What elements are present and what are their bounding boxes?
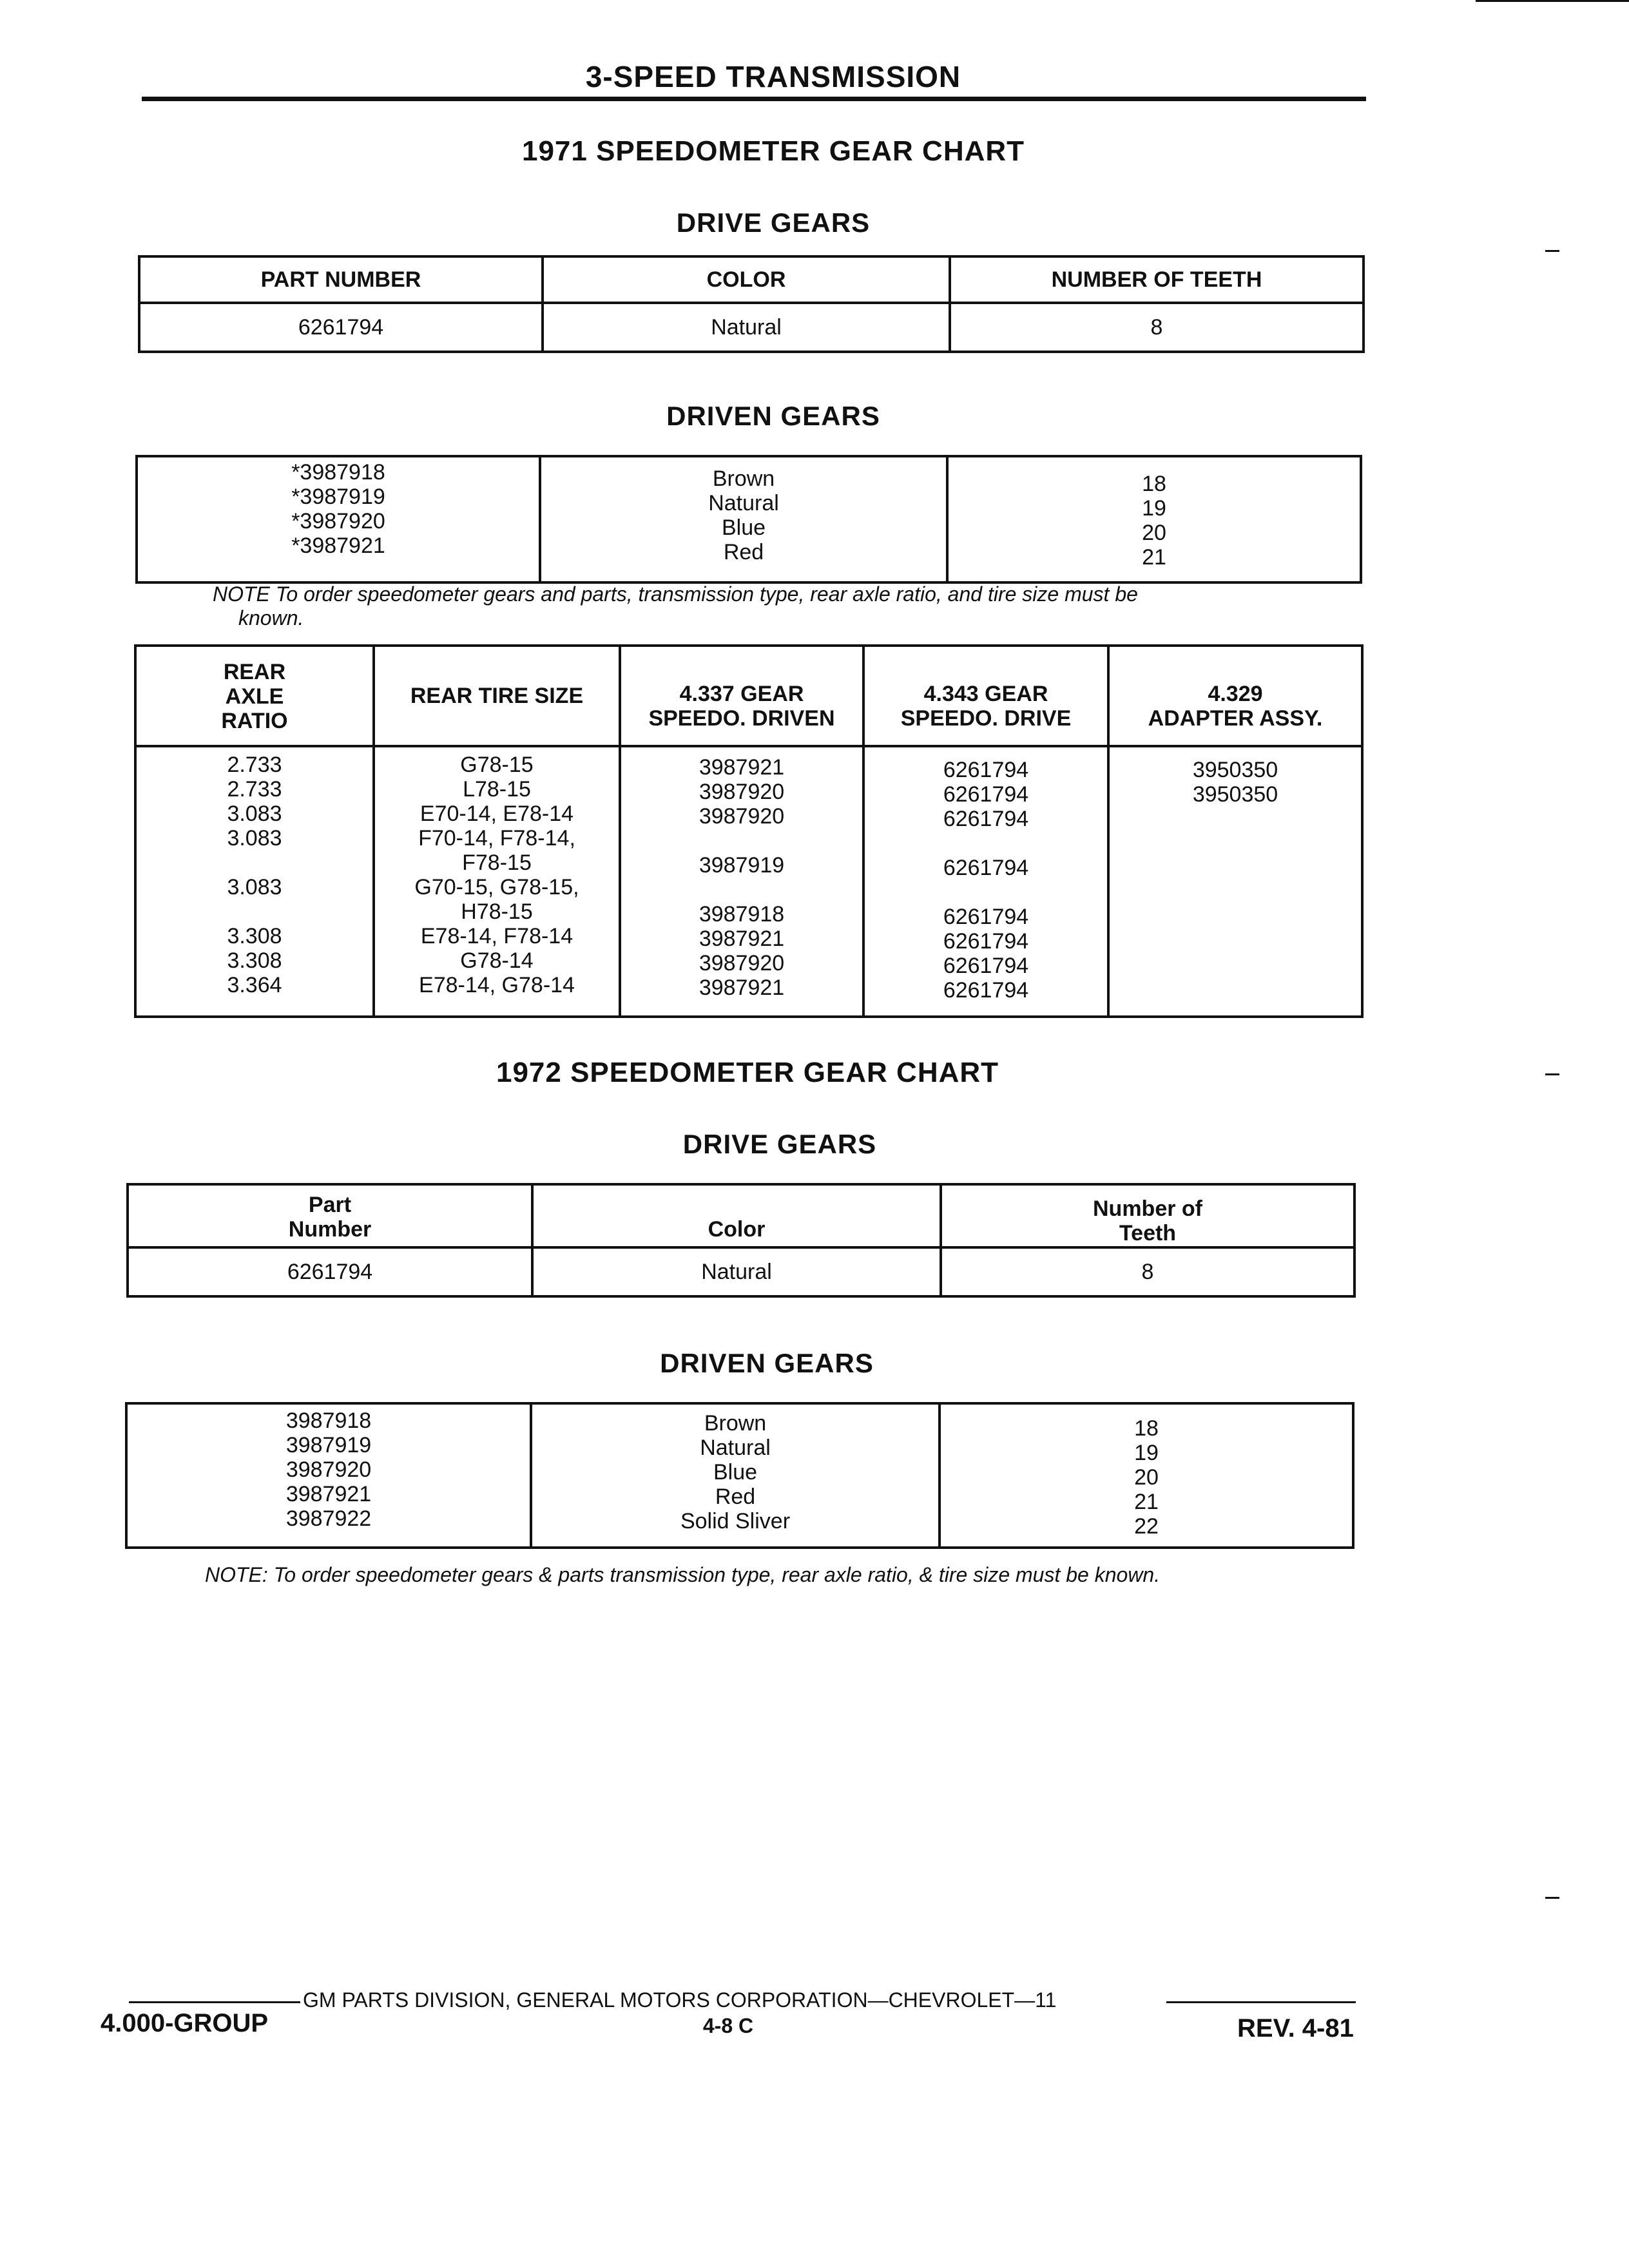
list-item: 18 [1142,472,1166,496]
table-cell: E78-14, G78-14 [419,973,575,997]
table-cell: F78-15 [462,850,532,875]
table-cell: E78-14, F78-14 [420,924,574,948]
list-item: 3987919 [285,1433,372,1457]
footer-page-number: 4-8 C [702,2014,754,2037]
footer-division: GM PARTS DIVISION, GENERAL MOTORS CORPORATION—CHEVROLET—11 [303,1988,1057,2012]
table-cell: 3.308 [227,924,282,948]
table-cell: E70-14, E78-14 [419,802,574,826]
table-cell: 3987920 [699,804,785,829]
list-item: Brown [704,1411,767,1436]
list-item: Natural [700,1436,771,1460]
header-adapter-assy: 4.329 ADAPTER ASSY. [1148,682,1323,731]
table-cell [1110,880,1361,905]
driven-part-list [138,460,539,558]
margin-mark [1545,250,1559,252]
header-number-of-teeth: Number of Teeth [1093,1196,1202,1245]
list-item: 20 [1134,1465,1159,1490]
header-speedo-drive: 4.343 GEAR SPEEDO. DRIVE [900,682,1072,731]
table-cell: G78-14 [460,948,534,973]
table-cell [137,850,372,875]
drive-part-number: 6261794 [139,303,543,352]
chart-1972-title: 1972 SPEEDOMETER GEAR CHART [496,1057,999,1088]
table-cell: 3.083 [227,826,282,850]
table-cell: 3987921 [699,975,785,1000]
table-cell [137,899,372,924]
chart-1971-drive-title: DRIVE GEARS [676,207,871,238]
chart-1971-driven-table [135,455,1362,584]
footer-revision: REV. 4-81 [1237,2014,1354,2042]
header-rear-axle-ratio: REAR AXLE RATIO [221,660,288,733]
table-cell: 3987921 [699,927,785,951]
footer-rule-right [1166,2001,1356,2003]
list-item: 18 [1134,1416,1159,1441]
page-title: 3-SPEED TRANSMISSION [585,60,961,93]
table-cell: L78-15 [463,777,531,802]
list-item: 22 [1134,1514,1159,1539]
chart-1971-drive-table [138,255,1365,353]
table-cell [1110,807,1361,831]
list-item: 19 [1134,1441,1159,1465]
list-item: *3987918 [291,460,385,485]
table-cell: 6261794 [943,978,1029,1003]
driven-teeth-list [949,472,1360,570]
chart-1972-drive-title: DRIVE GEARS [682,1129,877,1159]
list-item: 3987920 [285,1457,372,1482]
drive-part-number: 6261794 [128,1247,532,1296]
speedo-drive-column [865,758,1107,1003]
table-cell: 3.083 [227,802,282,826]
list-item: *3987920 [291,509,385,533]
table-cell: 6261794 [943,954,1029,978]
drive-color: Natural [543,303,950,352]
list-item: 19 [1142,496,1166,521]
list-item: *3987921 [291,533,385,558]
list-item: 21 [1134,1490,1159,1514]
list-item: 3987921 [285,1482,372,1506]
table-cell [865,831,1107,856]
header-part-number: Part Number [288,1193,372,1242]
chart-1972-driven-table [125,1402,1354,1549]
table-cell: 6261794 [943,856,1029,880]
table-cell [1110,856,1361,880]
table-cell [1110,929,1361,954]
header-part-number: PART NUMBER [139,256,543,303]
table-cell: 3987918 [699,902,785,927]
table-cell: 3987920 [699,780,785,804]
speedo-driven-column [621,755,862,1000]
table-cell: 3987920 [699,951,785,975]
table-cell: 3.083 [227,875,282,899]
header-speedo-driven: 4.337 GEAR SPEEDO. DRIVEN [648,682,835,731]
chart-1971-ratio-table [134,644,1364,1018]
list-item: Brown [712,466,775,491]
header-color: COLOR [543,256,950,303]
table-cell: 6261794 [943,929,1029,954]
note-line: NOTE To order speedometer gears and parts, transmission type, rear axle ratio, and tire size must be [213,582,1138,606]
list-item: Red [715,1485,756,1509]
table-cell [1110,954,1361,978]
header-number-of-teeth: NUMBER OF TEETH [950,256,1364,303]
list-item: Solid Sliver [680,1509,791,1533]
driven-part-list [128,1408,530,1531]
footer-rule-left [129,2001,300,2003]
margin-mark [1545,1897,1559,1899]
list-item: Blue [721,515,766,540]
table-cell [865,880,1107,905]
list-item: 21 [1142,545,1166,570]
header-rule [142,97,1366,101]
table-cell: 2.733 [227,753,282,777]
driven-color-list [532,1411,938,1533]
drive-color: Natural [532,1247,941,1296]
driven-teeth-list [941,1416,1352,1539]
table-cell: 3950350 [1192,758,1278,782]
table-cell: 2.733 [227,777,282,802]
chart-1972-driven-title: DRIVEN GEARS [660,1348,874,1378]
list-item: Blue [713,1460,758,1485]
footer-group: 4.000-GROUP [101,2009,269,2037]
driven-color-list [541,466,946,564]
list-item: 3987922 [285,1506,372,1531]
table-cell: H78-15 [461,899,533,924]
list-item: Red [723,540,764,564]
table-cell: 6261794 [943,905,1029,929]
table-cell: 6261794 [943,782,1029,807]
table-cell [1110,978,1361,1003]
table-cell: F70-14, F78-14, [418,826,575,850]
chart-1971-driven-title: DRIVEN GEARS [666,401,880,431]
drive-teeth: 8 [950,303,1364,352]
corner-rule [1476,0,1629,2]
note-line: known. [238,606,304,629]
list-item: Natural [708,491,779,515]
table-cell [621,829,862,853]
table-cell: G78-15 [460,753,534,777]
chart-1972-drive-table [126,1183,1356,1298]
table-cell: 3987921 [699,755,785,780]
header-rear-tire-size: REAR TIRE SIZE [374,646,620,746]
tire-size-column [375,753,619,997]
header-color: Color [532,1184,941,1247]
table-cell: 3987919 [699,853,785,878]
adapter-column [1110,758,1361,1003]
table-cell [621,878,862,902]
table-cell: 6261794 [943,807,1029,831]
drive-teeth: 8 [941,1247,1354,1296]
list-item: *3987919 [291,485,385,509]
axle-ratio-column [137,753,372,997]
table-cell: 3.364 [227,973,282,997]
margin-mark [1545,1073,1559,1075]
chart-1971-title: 1971 SPEEDOMETER GEAR CHART [521,135,1025,167]
table-cell [1110,831,1361,856]
list-item: 3987918 [285,1408,372,1433]
table-cell: 6261794 [943,758,1029,782]
chart-1972-note: NOTE: To order speedometer gears & parts transmission type, rear axle ratio, & tire size must be known. [205,1563,1161,1586]
table-cell: G70-15, G78-15, [414,875,579,899]
chart-1971-note [213,582,1373,630]
table-cell: 3.308 [227,948,282,973]
table-cell: 3950350 [1192,782,1278,807]
table-cell [1110,905,1361,929]
list-item: 20 [1142,521,1166,545]
